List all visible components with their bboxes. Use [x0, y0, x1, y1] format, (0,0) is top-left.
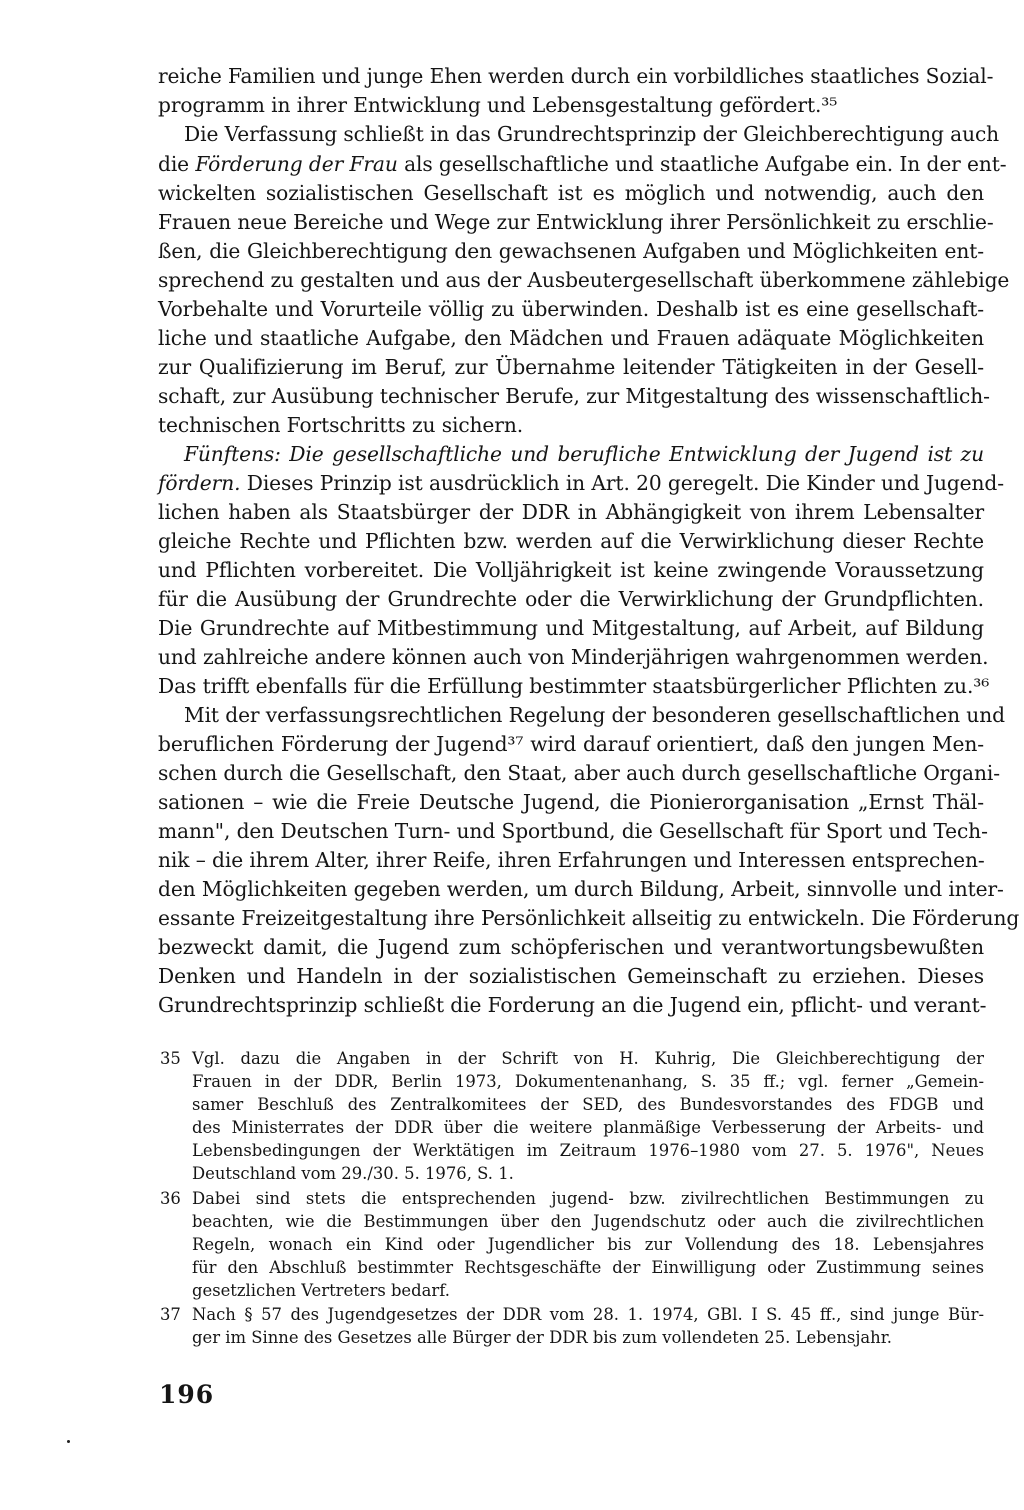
body-line: Mit der verfassungsrechtlichen Regelung der besonderen gesellschaftlichen und	[184, 703, 1005, 727]
footnote-line: des Ministerrates der DDR über die weitere planmäßige Verbesserung der Arbeits- und	[192, 1118, 984, 1137]
footnote-line: beachten, wie die Bestimmungen über den Jugendschutz oder auch die zivilrechtlichen	[192, 1212, 984, 1231]
footnote-number: 35	[160, 1049, 181, 1068]
body-line: essante Freizeitgestaltung ihre Persönlichkeit allseitig zu entwickeln. Die Förderung	[158, 906, 1020, 930]
body-line: Vorbehalte und Vorurteile völlig zu überwinden. Deshalb ist es eine gesellschaft-	[158, 297, 984, 321]
body-line: Grundrechtsprinzip schließt die Forderung an die Jugend ein, pflicht- und verant-	[158, 993, 987, 1017]
body-line: technischen Fortschritts zu sichern.	[158, 413, 524, 437]
body-line: mann", den Deutschen Turn- und Sportbund, die Gesellschaft für Sport und Tech-	[158, 819, 988, 843]
page-number: 196	[159, 1380, 215, 1409]
body-line: sprechend zu gestalten und aus der Ausbeutergesellschaft überkommene zählebige	[158, 268, 1010, 292]
body-line: gleiche Rechte und Pflichten bzw. werden auf die Verwirklichung dieser Rechte	[158, 529, 984, 553]
footnote-line: Dabei sind stets die entsprechenden jugend- bzw. zivilrechtlichen Bestimmungen zu	[192, 1189, 984, 1208]
body-line: ßen, die Gleichberechtigung den gewachsenen Aufgaben und Möglichkeiten ent-	[158, 239, 984, 263]
scan-speck	[67, 1440, 70, 1443]
body-line: schen durch die Gesellschaft, den Staat, aber auch durch gesellschaftliche Organi-	[158, 761, 1000, 785]
body-line: und Pflichten vorbereitet. Die Volljährigkeit ist keine zwingende Voraussetzung	[158, 558, 984, 582]
emphasis: fördern.	[158, 471, 241, 495]
body-line: wickelten sozialistischen Gesellschaft ist es möglich und notwendig, auch den	[158, 181, 984, 205]
footnote-number: 36	[160, 1189, 181, 1208]
emphasis: Förderung der Frau	[195, 152, 398, 176]
footnote-line: Deutschland vom 29./30. 5. 1976, S. 1.	[192, 1164, 514, 1183]
body-line: schaft, zur Ausübung technischer Berufe, zur Mitgestaltung des wissenschaftlich-	[158, 384, 990, 408]
footnote-line: für den Abschluß bestimmter Rechtsgeschäfte der Einwilligung oder Zustimmung seines	[192, 1258, 984, 1277]
body-line: bezweckt damit, die Jugend zum schöpferischen und verantwortungsbewußten	[158, 935, 984, 959]
footnote-line: Nach § 57 des Jugendgesetzes der DDR vom 28. 1. 1974, GBl. I S. 45 ff., sind junge Bür-	[192, 1305, 984, 1324]
body-line: die Förderung der Frau als gesellschaftliche und staatliche Aufgabe ein. In der ent-	[158, 152, 1007, 176]
body-line: zur Qualifizierung im Beruf, zur Übernahme leitender Tätigkeiten in der Gesell-	[158, 355, 984, 379]
body-line: liche und staatliche Aufgabe, den Mädchen und Frauen adäquate Möglichkeiten	[158, 326, 984, 350]
footnote-line: ger im Sinne des Gesetzes alle Bürger der DDR bis zum vollendeten 25. Lebensjahr.	[192, 1328, 892, 1347]
body-line: beruflichen Förderung der Jugend³⁷ wird darauf orientiert, daß den jungen Men-	[158, 732, 984, 756]
body-line: reiche Familien und junge Ehen werden durch ein vorbildliches staatliches Sozial-	[158, 64, 994, 88]
footnote-line: samer Beschluß des Zentralkomitees der SED, des Bundesvorstandes des FDGB und	[192, 1095, 984, 1114]
footnote-line: gesetzlichen Vertreters bedarf.	[192, 1281, 450, 1300]
body-line: für die Ausübung der Grundrechte oder die Verwirklichung der Grundpflichten.	[158, 587, 984, 611]
body-line: Das trifft ebenfalls für die Erfüllung bestimmter staatsbürgerlicher Pflichten zu.³⁶	[158, 674, 990, 698]
body-line: nik – die ihrem Alter, ihrer Reife, ihren Erfahrungen und Interessen entsprechen-	[158, 848, 985, 872]
body-line: Frauen neue Bereiche und Wege zur Entwicklung ihrer Persönlichkeit zu erschlie-	[158, 210, 994, 234]
body-line: lichen haben als Staatsbürger der DDR in Abhängigkeit von ihrem Lebensalter	[158, 500, 984, 524]
footnote-line: Lebensbedingungen der Werktätigen im Zeitraum 1976–1980 vom 27. 5. 1976", Neues	[192, 1141, 984, 1160]
emphasis: Fünftens: Die gesellschaftliche und berufliche Entwicklung der Jugend ist zu	[184, 442, 984, 466]
body-line: Denken und Handeln in der sozialistischen Gemeinschaft zu erziehen. Dieses	[158, 964, 984, 988]
body-line: Die Grundrechte auf Mitbestimmung und Mitgestaltung, auf Arbeit, auf Bildung	[158, 616, 984, 640]
footnote-line: Frauen in der DDR, Berlin 1973, Dokumentenanhang, S. 35 ff.; vgl. ferner „Gemein-	[192, 1072, 984, 1091]
footnote-line: Regeln, wonach ein Kind oder Jugendlicher bis zur Vollendung des 18. Lebensjahres	[192, 1235, 984, 1254]
body-line: fördern. Dieses Prinzip ist ausdrücklich in Art. 20 geregelt. Die Kinder und Jugend-	[158, 471, 1004, 495]
body-line: programm in ihrer Entwicklung und Lebensgestaltung gefördert.³⁵	[158, 93, 838, 117]
body-line: sationen – wie die Freie Deutsche Jugend, die Pionierorganisation „Ernst Thäl-	[158, 790, 984, 814]
body-line: den Möglichkeiten gegeben werden, um durch Bildung, Arbeit, sinnvolle und inter-	[158, 877, 1004, 901]
footnote-number: 37	[160, 1305, 181, 1324]
body-line: und zahlreiche andere können auch von Minderjährigen wahrgenommen werden.	[158, 645, 989, 669]
body-line	[184, 440, 984, 468]
footnote-line: Vgl. dazu die Angaben in der Schrift von H. Kuhrig, Die Gleichberechtigung der	[192, 1049, 984, 1068]
body-line: Die Verfassung schließt in das Grundrechtsprinzip der Gleichberechtigung auch	[184, 122, 1000, 146]
